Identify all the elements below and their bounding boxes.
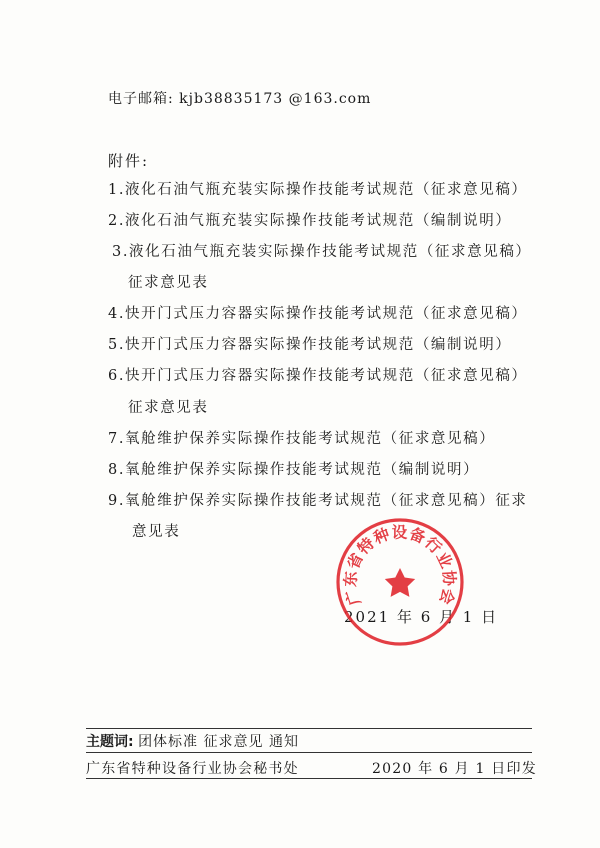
subject-words: 团体标准 征求意见 通知 <box>138 734 299 750</box>
seal-star-icon <box>385 568 415 597</box>
subject-keywords <box>86 731 299 751</box>
official-seal <box>334 516 466 648</box>
attachment-item-6: 6.快开门式压力容器实际操作技能考试规范（征求意见稿） <box>108 368 528 384</box>
attachment-item-6-continued: 征求意见表 <box>128 400 209 416</box>
attachment-item-3: 3.液化石油气瓶充装实际操作技能考试规范（征求意见稿） <box>112 244 532 260</box>
footer-rule-middle <box>86 752 532 753</box>
attachment-item-4: 4.快开门式压力容器实际操作技能考试规范（征求意见稿） <box>108 306 528 322</box>
attachment-item-9-continued: 意见表 <box>132 524 181 540</box>
attachment-item-3-continued: 征求意见表 <box>128 275 209 291</box>
attachment-item-8: 8.氧舱维护保养实际操作技能考试规范（编制说明） <box>108 462 480 478</box>
attachment-item-2: 2.液化石油气瓶充装实际操作技能考试规范（编制说明） <box>108 213 512 229</box>
footer-rule-bottom <box>86 778 532 779</box>
issue-date: 2020 年 6 月 1 日印发 <box>372 761 537 777</box>
issuer-name: 广东省特种设备行业协会秘书处 <box>86 761 299 777</box>
subject-label: 主题词: <box>86 734 134 750</box>
signature-date: 2021 年 6 月 1 日 <box>344 608 499 626</box>
contact-email: 电子邮箱: kjb38835173 @163.com <box>108 91 372 107</box>
attachments-heading: 附件: <box>108 152 150 170</box>
attachment-item-1: 1.液化石油气瓶充装实际操作技能考试规范（征求意见稿） <box>108 182 528 198</box>
attachment-item-5: 5.快开门式压力容器实际操作技能考试规范（编制说明） <box>108 337 512 353</box>
seal-text: 广东省特种设备行业协会 <box>341 523 459 608</box>
attachment-item-9: 9.氧舱维护保养实际操作技能考试规范（征求意见稿）征求 <box>108 493 528 509</box>
footer-rule-top <box>86 728 532 729</box>
attachment-item-7: 7.氧舱维护保养实际操作技能考试规范（征求意见稿） <box>108 431 496 447</box>
